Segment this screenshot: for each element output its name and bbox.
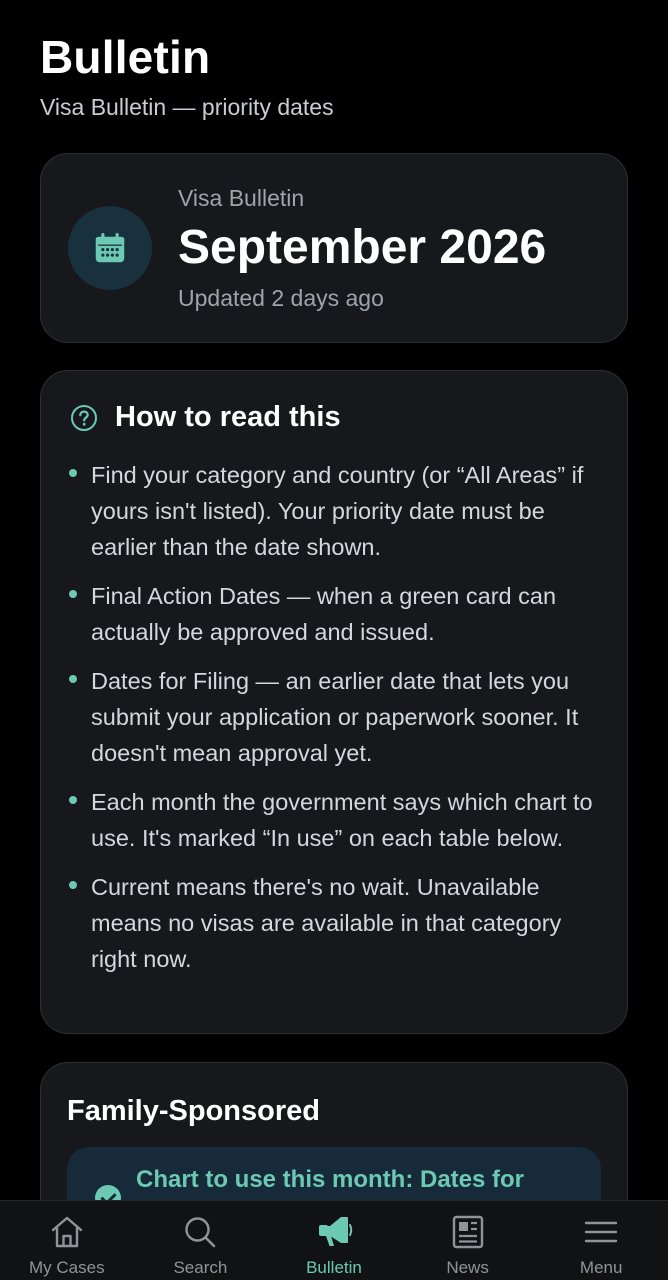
nav-label: News: [446, 1258, 489, 1277]
page-title: Bulletin: [40, 31, 211, 83]
nav-item-news[interactable]: [401, 1201, 535, 1280]
calendar-icon-badge: [68, 206, 152, 290]
bottom-nav: [0, 1200, 668, 1280]
nav-label: Bulletin: [306, 1258, 362, 1277]
bullet-dot: [69, 469, 77, 477]
bulletin-month: September 2026: [178, 221, 547, 274]
list-item: [69, 663, 609, 771]
list-item: [69, 869, 609, 977]
how-to-read-header: [69, 401, 341, 434]
newspaper-icon: [448, 1212, 488, 1252]
house-icon: [47, 1212, 87, 1252]
chart-in-use-text: Chart to use this month: Dates for: [136, 1166, 525, 1193]
family-sponsored-title: Family-Sponsored: [67, 1095, 320, 1127]
megaphone-icon: [314, 1212, 354, 1252]
hamburger-menu-icon: [581, 1212, 621, 1252]
list-item-text: Each month the government says which chart to use. It's marked “In use” on each table below.: [91, 789, 593, 851]
how-to-read-list: [69, 457, 609, 990]
help-circle-icon: [69, 403, 99, 433]
list-item: [69, 457, 609, 565]
bullet-dot: [69, 675, 77, 683]
list-item: [69, 784, 609, 856]
bullet-dot: [69, 590, 77, 598]
bulletin-updated-time: Updated 2 days ago: [178, 285, 384, 311]
list-item-text: Final Action Dates — when a green card can actually be approved and issued.: [91, 583, 557, 645]
list-item: [69, 578, 609, 650]
bulletin-summary-card[interactable]: [40, 153, 628, 343]
nav-label: Search: [173, 1258, 228, 1277]
how-to-read-title: How to read this: [115, 401, 341, 433]
page-subtitle: Visa Bulletin — priority dates: [40, 94, 334, 120]
how-to-read-card: [40, 370, 628, 1034]
nav-item-bulletin[interactable]: [267, 1201, 401, 1280]
nav-label: My Cases: [29, 1258, 105, 1277]
nav-label: Menu: [579, 1258, 623, 1277]
nav-item-my-cases[interactable]: [0, 1201, 134, 1280]
list-item-text: Current means there's no wait. Unavailable means no visas are available in that category right now.: [91, 874, 562, 972]
bullet-dot: [69, 796, 77, 804]
calendar-icon: [91, 229, 129, 267]
nav-item-menu[interactable]: [534, 1201, 668, 1280]
nav-item-search[interactable]: [134, 1201, 268, 1280]
search-icon: [180, 1212, 220, 1252]
bullet-dot: [69, 881, 77, 889]
list-item-text: Find your category and country (or “All Areas” if yours isn't listed). Your priority date must be earlier than the date shown.: [91, 462, 584, 560]
bulletin-label: Visa Bulletin: [178, 185, 305, 211]
list-item-text: Dates for Filing — an earlier date that lets you submit your application or paperwork sooner. It doesn't mean approval yet.: [91, 668, 579, 766]
